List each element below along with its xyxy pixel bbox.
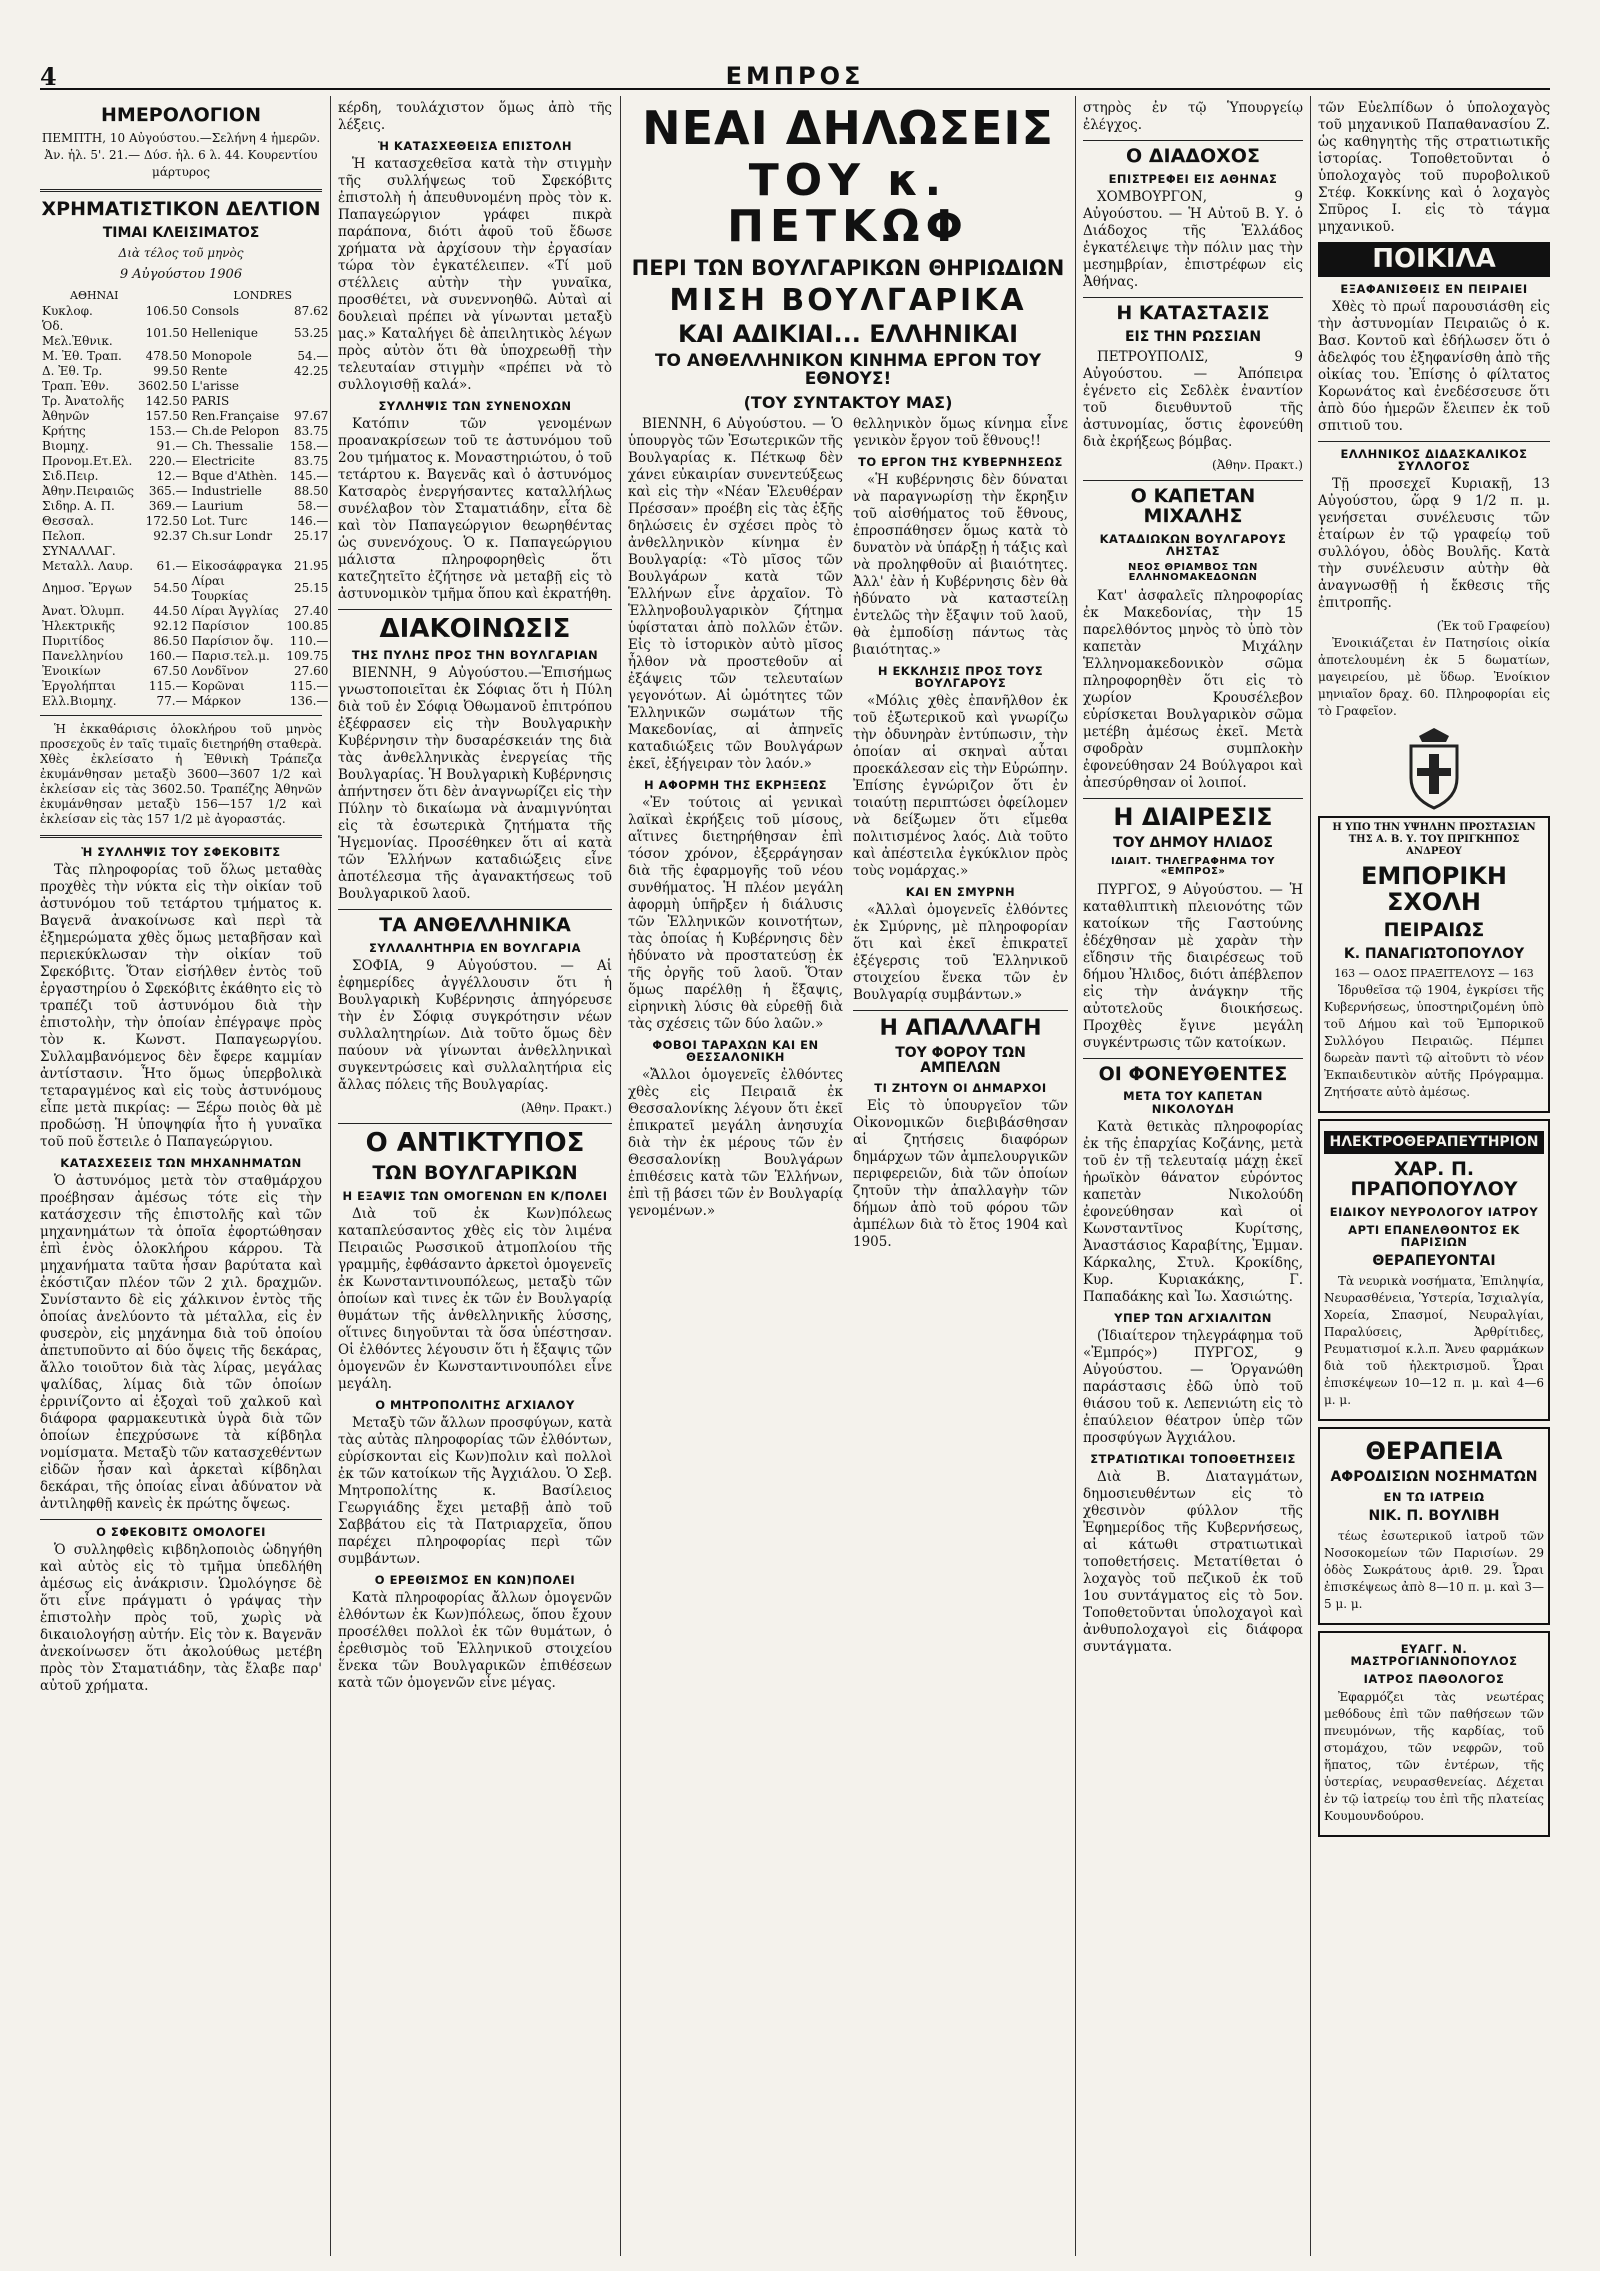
ad-subtitle: ΙΑΤΡΟΣ ΠΑΘΟΛΟΓΟΣ [1363, 1671, 1505, 1686]
market-row [40, 634, 330, 649]
market-value: 146.— [289, 513, 329, 528]
market-value: 97.67 [294, 408, 329, 423]
article-text: Μεταξὺ τῶν ἄλλων προσφύγων, κατὰ τὰς αὐτὰς πληροφορίας τῶν ἐλθόντων, εὑρίσκονται εἰς Κων)πολιν καὶ πολλοὶ ἐκ τῶν κατοίκων τῆς Ἀγχιάλου. Ὁ Σεβ. Μητροπολίτης κ. Βασίλειος Γεωργιάδης ἔχει μεταβῇ ἀπὸ τοῦ Σαββάτου εἰς τὰ Πατριαρχεῖα, ὅπου παρέχει πληροφορίας περὶ τῶν συμβάντων. [338, 1414, 612, 1567]
article-text: Ἡ κατασχεθεῖσα κατὰ τὴν στιγμὴν τῆς συλλήψεως τοῦ Σφεκόβιτς ἐπιστολὴ ἡ ἀπευθυνομένη πρὸς τὸν κ. Παπαγεώργιον γράφει πικρὰ παράπονα, διότι ἀφοῦ τοῦ ἔδωσε χρήματα νὰ ἀρχίσουν τὴν ἐργασίαν τώρα τὸν ἐγκατέλειπεν. «Τί μοῦ στέλλεις αὐτὴν τὴν γυναῖκα, προσθέτει, νὰ συνεννοηθῶ. Αὐταὶ αἱ δουλειαὶ πρέπει νὰ γίνωνται μεταξὺ μας.» Καταλήγει δὲ ἀπειλητικὸς λέγων πρὸς αὐτὸν ὅτι θὰ ὑποχρεωθῇ τὴν τελευταίαν στιγμὴν «πρέπει νὰ τὸ συλλογισθῇ καλά». [338, 156, 612, 394]
market-label: Σιδ.Πειρ. [42, 468, 99, 483]
article-text: Εἰς τὸ ὑπουργεῖον τῶν Οἰκονομικῶν διεβιβάσθησαν αἱ ζητήσεις διαφόρων δημάρχων τῶν ἀμπελουργικῶν περιφερειῶν, διὰ τῶν ὁποίων ζητοῦν τὴν ἀπαλλαγὴν τῶν δήμων ἀπὸ τοῦ φόρου τῶν ἀμπέλων διὰ τὸ ἔτος 1904 καὶ 1905. [853, 1097, 1068, 1250]
market-value: 83.75 [294, 453, 329, 468]
market-row [40, 304, 330, 319]
market-label: Lot. Turc [191, 513, 248, 528]
separator [40, 715, 322, 716]
article-text: «Ἀλλαὶ ὁμογενεῖς ἐλθόντες ἐκ Σμύρνης, μὲ πληροφορίαν ὅτι καὶ ἐκεῖ ἐπικρατεῖ ἐξέγερσις τοῦ Ἑλληνικοῦ στοιχείου ἕνεκα τῶν ἐν Βουλγαρίᾳ συμβάντων.» [853, 902, 1068, 1004]
market-label: Consols [191, 303, 240, 318]
market-location-right: LONDRES [233, 288, 292, 302]
article-text: Ἐνοικιάζεται ἐν Πατησίοις οἰκία ἀποτελουμένη ἐκ 5 δωματίων, μαγειρείου, μὲ ὕδωρ. Ἐνοίκιον μηνιαῖον δραχ. 60. Πληροφορίαι εἰς τὸ Γραφεῖον. [1318, 636, 1550, 719]
financial-date: 9 Αὐγούστου 1906 [119, 266, 243, 282]
separator [40, 835, 322, 838]
headline-4: ΜΙΣΗ ΒΟΥΛΓΑΡΙΚΑ [669, 282, 1027, 318]
column-1 [40, 100, 329, 2260]
section-title: ΤΟ ΕΡΓΟΝ ΤΗΣ ΚΥΒΕΡΝΗΣΕΩΣ [858, 454, 1063, 469]
section-title: Η ΑΠΑΛΛΑΓΗ [879, 1016, 1042, 1042]
article-text: «Ἡ κυβέρνησις δὲν δύναται νὰ παραγνωρίσῃ τὴν ἔκρηξιν τοῦ αἰσθήματος τοῦ ἔθνους, ἐπροσπάθησεν ὅμως κατὰ τὸ δυνατὸν νὰ ὑπάρξῃ ἡ τάξις καὶ νὰ προληφθοῦν αἱ βιαιότητες. Ἀλλ' ἐὰν ἡ Κυβέρνησις δὲν θὰ ἠδύνατο νὰ καταστείλῃ ἐντελῶς τὴν ἔξαψιν τοῦ λαοῦ, θὰ ἐμποδίσῃ πάντως τὰς βιαιότητας.» [853, 471, 1068, 658]
market-row [40, 679, 330, 694]
separator [338, 1123, 612, 1124]
article-right-column [853, 416, 1068, 1257]
section-subtitle: ΕΠΙΣΤΡΕΦΕΙ ΕΙΣ ΑΘΗΝΑΣ [1108, 171, 1278, 186]
market-row [40, 529, 330, 544]
article-text: «Ἐν τούτοις αἱ γενικαὶ λαϊκαὶ ἐκρήξεις τοῦ μίσους, αἵτινες διετηρήθησαν ἐπὶ τόσον χρόνον, ἐξερράγησαν διὰ τῆς ἐφαρμογῆς τοῦ νέου συνθήματος. Ἡ πλέον μεγάλη ἀφορμὴ ὑπῆρξεν ἡ διάλυσις τῶν Ἑλληνικῶν κοινοτήτων, τὰς ὁποίας ἡ Κυβέρνησις δὲν ἠδύνατο νὰ προστατεύσῃ ἐκ τῆς ὀργῆς τοῦ λαοῦ. Ὅταν ὅμως παρέλθῃ ἡ ἔξαψις, εἰρηνικὴ λύσις θὰ εὑρεθῇ διὰ τὰς σχέσεις τῶν δύο λαῶν.» [628, 794, 843, 1032]
market-label: Ch. Thessalie [191, 438, 274, 453]
market-row [40, 409, 330, 424]
article-text: ΧΟΜΒΟΥΡΓΟΝ, 9 Αὐγούστου. — Ἡ Αὐτοῦ Β. Υ. ὁ Διάδοχος τῆς Ἑλλάδος ἐγκατέλειψε τὴν πόλιν μας τὴν μεσημβρίαν, ἐπιστρέφων εἰς Ἀθήνας. [1083, 189, 1303, 290]
ad-subtitle-2: ΕΙΔΙΚΟΥ ΝΕΥΡΟΛΟΓΟΥ ΙΑΤΡΟΥ [1329, 1205, 1539, 1220]
market-value: 106.50 [145, 303, 188, 318]
section-subtitle-2: Η ΕΞΑΨΙΣ ΤΩΝ ΟΜΟΓΕΝΩΝ ΕΝ Κ/ΠΟΛΕΙ [342, 1188, 608, 1203]
separator [338, 609, 612, 610]
article-text: Κατ' ἀσφαλεῖς πληροφορίας ἐκ Μακεδονίας, τὴν 15 παρελθόντος μηνὸς τὸ ὑπὸ τὸν καπετὰν Μιχάλην Ἑλληνομακεδονικὸν σῶμα πληροφορηθὲν ὅτι εἰς τὸ χωρίον Κρουσέλεβον εὑρίσκεται Βουλγαρικὸν σῶμα μετέβη ἀμέσως ἐκεῖ. Μετὰ σφοδρὰν συμπλοκὴν ἐφονεύθησαν 24 Βούλγαροι καὶ ἀπεσύρθησαν οἱ λοιποί. [1083, 587, 1303, 791]
market-row [40, 604, 330, 619]
advertisement-therapy [1318, 1427, 1550, 1625]
article-left-column [628, 416, 843, 1257]
market-value: 157.50 [145, 408, 188, 423]
headline-2: ΤΟΥ κ. ΠΕΤΚΩΦ [727, 155, 969, 253]
market-value: 44.50 [153, 603, 188, 618]
market-row [40, 649, 330, 664]
market-label: Σιδηρ. Α. Π. [42, 498, 115, 513]
advertisement-physician [1318, 1631, 1550, 1837]
market-label: Μ. Ἐθ. Τραπ. [42, 348, 122, 363]
section-title: Ο ΔΙΑΔΟΧΟΣ [1126, 145, 1260, 167]
article-text: Ὁ ἀστυνόμος μετὰ τὸν σταθμάρχου προέβησαν ἀμέσως τότε εἰς τὴν κατάσχεσιν τῆς ἐπιστολῆς καὶ τῶν μηχανημάτων τὰ ὁποῖα ἐφορτώθησαν ἐπὶ ἑνὸς ὁλοκλήρου κάρρου. Τὰ μηχανήματα ταῦτα ἦσαν βαρύτατα καὶ ἐκόστιζαν πλέον τῶν 2 χιλ. δραχμῶν. Συνίσταντο δὲ εἰς χάλκινον ἐντὸς τῆς ὁποίας ἀνελύοντο τὰ μέταλλα, εἰς ἐν φυσερὸν, εἰς μηχάνημα διὰ τοῦ ὁποίου ἀπετυποῦντο αἱ δύο ὄψεις τῆς δεκάρας, ἄλλο τοιοῦτον διὰ τὰς λίρας, μεγάλας ψαλίδας, λίμας διὰ τῶν ὁποίων ἐρρινίζοντο αἱ ἐξοχαὶ τοῦ χαλκοῦ καὶ διάφορα φαρμακευτικὰ ὑγρὰ διὰ τῶν ὁποίων ἐπεχρύσωνε τὰ κίβδηλα νομίσματα. Μεταξὺ τῶν κατασχεθέντων εἰδῶν ἦσαν καὶ ἀρκεταὶ κίβδηλαι δεκάραι, τῆς ὁποίας εἶναι ἀδύνατον νὰ ἀντιληφθῇ κανεὶς ἐκ πρώτης ὄψεως. [40, 1172, 322, 1512]
market-label: Λίραι Τουρκίας [191, 573, 249, 603]
section-title: ΦΟΒΟΙ ΤΑΡΑΧΩΝ ΚΑΙ ΕΝ ΘΕΣΣΑΛΟΝΙΚΗ [652, 1037, 819, 1065]
market-value: 87.62 [294, 303, 329, 318]
separator [1083, 480, 1303, 481]
royal-crest-icon [1399, 726, 1469, 810]
separator [40, 1519, 322, 1520]
market-label: Τραπ. Ἐθν. [42, 378, 110, 393]
market-value: 3602.50 [137, 378, 188, 393]
market-value: 21.95 [294, 558, 329, 573]
article-text: Ὁ συλληφθεὶς κιβδηλοποιὸς ὡδηγήθη καὶ αὐτὸς εἰς τὸ τμῆμα ὑπεδλήθη ἀμέσως εἰς ἀνάκρισιν. Ὡμολόγησε δὲ ὅτι εἶνε πράγματι ὁ γράψας τὴν ἐπιστολὴν πρὸς τοῦ, χωρὶς νὰ δικαιολογήσῃ αὐτήν. Εἰς τὸν κ. Βαγενᾶν ἀνεκοίνωσεν ὅτι ἀκολούθως μετέβη πρὸς τὸν Σταματιάδην, τὰς ἔλαβε παρ' αὐτοῦ χρήματα. [40, 1541, 322, 1694]
market-value: 25.15 [294, 581, 329, 596]
article-text: ΒΙΕΝΝΗ, 9 Αὐγούστου.—Ἐπισήμως γνωστοποιεῖται ἐκ Σόφιας ὅτι ἡ Πύλη διὰ τοῦ ἐν Σόφιᾳ Ὀθωμανοῦ ἐπιτρόπου ἐξέφρασεν εἰς τὴν Βουλγαρικὴν Κυβέρνησιν τὴν δυσαρέσκειάν της διὰ τὰς ἀνθελληνικὰς ἐνεργείας τῆς Βουλγαρίας. Ἡ Βουλγαρικὴ Κυβέρνησις ἀπήντησεν ὅτι δὲν ἀναγνωρίζει εἰς τὴν Πύλην τὸ δικαίωμα νὰ ἀναμιγνύηται εἰς τὰ ἐσωτερικὰ ζητήματα τῆς Ἡγεμονίας. Προσέθηκεν ὅτι αἱ κατὰ τῶν Ἑλλήνων καταδιώξεις εἶνε ἀποτέλεσμα τῆς ἀγανακτήσεως τοῦ Βουλγαρικοῦ λαοῦ. [338, 665, 612, 903]
market-label: Industrielle [191, 483, 262, 498]
article-text: ΣΟΦΙΑ, 9 Αὐγούστου. — Αἱ ἐφημερίδες ἀγγέλλουσιν ὅτι ἡ Βουλγαρικὴ Κυβέρνησις ἀπηγόρευσε τὴν ἐν Σόφιᾳ συγκρότησιν νέων συλλαλητηρίων. Διὰ τοῦτο ὅμως δὲν παύουν νὰ γίνωνται ἀνθελληνικαὶ συγκεντρώσεις καὶ συλλαλητήρια εἰς ἄλλας πόλεις τῆς Βουλγαρίας. [338, 958, 612, 1094]
market-label: Bque d'Athèn. [191, 468, 278, 483]
market-label: Μεταλλ. Λαυρ. [42, 558, 134, 573]
market-row [40, 664, 330, 679]
market-label: Λονδῖνον [191, 663, 249, 678]
market-label: Ἀνατ. Ὀλυμπ. [42, 603, 125, 618]
column-3 [628, 100, 1068, 2260]
market-label: Παρίσιον ὄψ. [191, 633, 274, 648]
market-value: 172.50 [145, 513, 188, 528]
market-value: 27.40 [294, 603, 329, 618]
section-title: ΚΑΤΑΣΧΕΣΕΙΣ ΤΩΝ ΜΗΧΑΝΗΜΑΤΩΝ [60, 1155, 302, 1170]
section-title: ΕΛΛΗΝΙΚΟΣ ΔΙΔΑΣΚΑΛΙΚΟΣ ΣΥΛΛΟΓΟΣ [1340, 447, 1528, 474]
section-title: ΣΥΛΛΗΨΙΣ ΤΩΝ ΣΥΝΕΝΟΧΩΝ [378, 399, 572, 414]
market-label: Λίραι Ἀγγλίας [191, 603, 279, 618]
market-row [40, 514, 330, 529]
article-text: Διὰ τοῦ ἐκ Κων)πόλεως καταπλεύσαντος χθὲς εἰς τὸν λιμένα Πειραιῶς Ρωσσικοῦ ἀτμοπλοίου τῆς γραμμῆς, ἐφθάσαντο ἀρκετοὶ ὁμογενεῖς ἐκ Κωνσταντινουπόλεως, μεταξὺ τῶν ὁποίων καὶ τινες ἐκ τῶν ἐν Βουλγαρίᾳ θυμάτων τῆς ἀνθελληνικῆς λύσσης, οἵτινες διηγοῦνται τὰ ὅσα ὑπέστησαν. Οἱ ἐλθόντες λέγουσιν ὅτι ἡ ἔξαψις τῶν ὁμογενῶν ἐν Κωνσταντινουπόλει εἶνε μεγάλη. [338, 1205, 612, 1392]
separator [40, 189, 322, 192]
market-label: Ἀθηνῶν [42, 408, 90, 423]
article-text: Τῇ προσεχεῖ Κυριακῇ, 13 Αὐγούστου, ὥρᾳ 9 1/2 π. μ. γενήσεται συνέλευσις τῶν ἑταίρων ἐν τῷ γραφείῳ τοῦ συλλόγου, ὁδὸς Βουλῆς. Κατὰ τὴν συνέλευσιν αὐτὴν θὰ ἀναγνωσθῇ ἡ ἔκθεσις τῆς ἐπιτροπῆς. [1318, 476, 1550, 612]
section-title: Η ΑΦΟΡΜΗ ΤΗΣ ΕΚΡΗΞΕΩΣ [644, 777, 827, 792]
financial-title: ΧΡΗΜΑΤΙΣΤΙΚΟΝ ΔΕΛΤΙΟΝ [41, 197, 321, 220]
market-label: Monopole [191, 348, 252, 363]
market-value: 12.— [156, 468, 188, 483]
article-text: θελληνικὸν ὅμως κίνημα εἶνε γενικὸν ἔργον τοῦ ἔθνους!! [853, 415, 1068, 449]
market-value: 101.50 [145, 326, 188, 341]
headline-3: ΠΕΡΙ ΤΩΝ ΒΟΥΛΓΑΡΙΚΩΝ ΘΗΡΙΩΔΙΩΝ [631, 255, 1065, 280]
separator [853, 1010, 1068, 1011]
ad-text: Ἱδρυθεῖσα τῷ 1904, ἐγκρίσει τῆς Κυβερνήσεως, ὑποστηριζομένη ὑπὸ τοῦ Δήμου καὶ τοῦ Ἐμπορικοῦ Συλλόγου Πειραιῶς. Πέμπει δωρεὰν παντὶ τῷ αἰτοῦντι τὸ νέον Ἐκπαιδευτικὸν αὐτῆς Πρόγραμμα. Ζητήσατε αὐτὸ ἀμέσως. [1324, 983, 1544, 1100]
market-label: Δημοσ. Ἔργων [42, 581, 133, 596]
section-title: Ο ΑΝΤΙΚΤΥΠΟΣ [365, 1128, 585, 1159]
market-row [40, 544, 330, 559]
market-value: 88.50 [294, 483, 329, 498]
ad-text: τέως ἐσωτερικοῦ ἰατροῦ τῶν Νοσοκομείων τῶν Παρισίων. 29 ὁδὸς Σωκράτους ἀριθ. 29. Ὧραι ἐπισκέψεως ἀπὸ 8—10 π. μ. καὶ 3—5 μ. μ. [1324, 1528, 1544, 1611]
section-title: ΤΑ ΑΝΘΕΛΛΗΝΙΚΑ [379, 914, 571, 937]
ad-subtitle-2: ΕΝ ΤΩ ΙΑΤΡΕΙΩ [1383, 1489, 1485, 1504]
market-value: 100.85 [286, 618, 329, 633]
section-subtitle: ΤΩΝ ΒΟΥΛΓΑΡΙΚΩΝ [372, 1161, 578, 1184]
ad-subtitle: ΠΕΙΡΑΙΩΣ [1383, 918, 1485, 941]
credit: (Ἐκ τοῦ Γραφείου) [1436, 619, 1550, 634]
headline-1: ΝΕΑΙ ΔΗΛΩΣΕΙΣ [642, 101, 1054, 155]
credit: (Ἀθην. Πρακτ.) [521, 1101, 612, 1116]
ad-title: ΕΥΑΓΓ. Ν. ΜΑΣΤΡΟΓΙΑΝΝΟΠΟΥΛΟΣ [1350, 1641, 1518, 1668]
ad-title: ΘΕΡΑΠΕΙΑ [1365, 1436, 1503, 1465]
market-value: 220.— [148, 453, 188, 468]
section-subtitle: ΤΗΣ ΠΥΛΗΣ ΠΡΟΣ ΤΗΝ ΒΟΥΛΓΑΡΙΑΝ [351, 648, 599, 663]
section-title: ΣΤΡΑΤΙΩΤΙΚΑΙ ΤΟΠΟΘΕΤΗΣΕΙΣ [1090, 1451, 1296, 1466]
market-label: Πυριτίδος [42, 633, 105, 648]
section-subtitle: ΕΙΣ ΤΗΝ ΡΩΣΣΙΑΝ [1124, 328, 1262, 345]
market-label: Laurium [191, 498, 244, 513]
market-label: Προνομ.Ετ.Ελ. [42, 453, 133, 468]
market-row [40, 439, 330, 454]
market-value: 67.50 [153, 663, 188, 678]
market-value [284, 379, 330, 394]
column-4 [1083, 100, 1303, 2260]
section-subtitle: ΣΥΛΛΑΛΗΤΗΡΙΑ ΕΝ ΒΟΥΛΓΑΡΙΑ [368, 941, 582, 956]
financial-subtitle-2: Διὰ τέλος τοῦ μηνὸς [118, 245, 244, 260]
market-row [40, 394, 330, 409]
article-text: «Μόλις χθὲς ἐπανῆλθον ἐκ τοῦ ἐξωτερικοῦ καὶ γνωρίζω τὴν ὀδυνηρὰν ἐντύπωσιν, τὴν ὁποίαν αἱ σκηναὶ αὗται προεκάλεσαν εἰς τὴν Εὐρώπην. Ἐπίσης ἐγνώριζον ὅτι ἐν τοιαύτῃ περιπτώσει ὀφείλομεν νὰ δείξωμεν ὅτι εἴμεθα πολιτισμένος λαός. Διὰ τοῦτο καὶ ἀπέστειλα ἐγκύκλιον πρὸς τοὺς νομάρχας.» [853, 693, 1068, 880]
market-label: Παρισ.τελ.μ. [191, 648, 270, 663]
section-title: ΚΑΙ ΕΝ ΣΜΥΡΝΗ [905, 885, 1016, 900]
market-value: 86.50 [153, 633, 188, 648]
ad-lead: Η ΥΠΟ ΤΗΝ ΥΨΗΛΗΝ ΠΡΟΣΤΑΣΙΑΝ ΤΗΣ Α. Β. Υ. ΤΟΥ ΠΡΙΓΚΗΠΟΣ ΑΝΔΡΕΟΥ [1332, 822, 1536, 858]
section-subtitle-2: ΤΙ ΖΗΤΟΥΝ ΟΙ ΔΗΜΑΡΧΟΙ [874, 1080, 1047, 1095]
market-label: Ὁδ. Μελ.Ἐθνικ. [42, 318, 113, 348]
article-text: «Ἄλλοι ὁμογενεῖς ἐλθόντες χθὲς εἰς Πειραιᾶ ἐκ Θεσσαλονίκης λέγουν ὅτι ἐκεῖ ἐπικρατεῖ μεγάλη ἀνησυχία διὰ τὴν ἐκ μέρους τῶν ἐν Θεσσαλονίκῃ Βουλγάρων ἐπιθέσεις κατὰ τῶν Ἑλλήνων, ἐπὶ τῇ βάσει τῶν ἐν Βουλγαρίᾳ γενομένων.» [628, 1067, 843, 1220]
ad-text: Τὰ νευρικὰ νοσήματα, Ἐπιληψία, Νευρασθένεια, Ὑστερία, Ἰσχιαλγία, Χορεία, Σπασμοί, Νευραλγίαι, Παραλύσεις, Ἀρθρίτιδες, Ρευματισμοί κ.λ.π. Ἄνευ φαρμάκων διὰ τοῦ ἠλεκτρισμοῦ. Ὧραι ἐπισκέψεων 10—12 π. μ. καὶ 4—6 μ. μ. [1324, 1273, 1544, 1407]
market-value: 53.25 [294, 326, 329, 341]
market-value: 478.50 [145, 348, 188, 363]
market-row [40, 619, 330, 634]
page-number: 4 [40, 62, 57, 91]
market-label: Ελλ.Βιομηχ. [42, 693, 117, 708]
section-subtitle: ΚΑΤΑΔΙΩΚΩΝ ΒΟΥΛΓΑΡΟΥΣ ΛΗΣΤΑΣ [1099, 531, 1287, 558]
market-row [40, 319, 330, 349]
article-text: Τὰς πληροφορίας τοῦ ὅλως μεταθὰς προχθὲς τὴν νύκτα εἰς τὴν οἰκίαν τοῦ ἀστυνόμου τοῦ τετάρτου τμήματος κ. Βαγενᾶ ἀνακοίνωσε καὶ περὶ τὰ ἐξημερώματα χθὲς ὅμως μεταβῆσαν καὶ περιεκύκλωσαν τὴν οἰκίαν τοῦ Σφεκόβιτς. Ὅταν εἰσήλθεν ἐντὸς τοῦ ἐργαστηρίου ὁ Σφεκόβιτς ἐκάθητο εἰς τὸ τραπέζι τοῦ ἀστυνόμου διὰ τὴν ἐπιστολὴν, τὴν ὁποίαν ἐπέγραψε πρὸς τὸν κ. Κωνστ. Παπαγεωργίου. Συλλαμβανόμενος δὲν ἔφερε καμμίαν ἀντίστασιν. Ἦτο ὅμως ὑπερβολικὰ τεταραγμένος καὶ εἰς τοὺς ἀστυνόμους εἶπε μετὰ πικρίας: — Ξέρω ποιὸς θὰ μὲ προδώσῃ. Ἡ ὑποψηφία ἦτο ἡ γυναῖκα τοῦ ποῦ ἔστειλε ὁ Παπαγεώργιου. [40, 861, 322, 1150]
advertisement-commercial-school [1318, 816, 1550, 1113]
article-text: κέρδη, τουλάχιστον ὅμως ἀπὸ τῆς λέξεις. [338, 100, 612, 133]
ad-subtitle-3: ΝΙΚ. Π. ΒΟΥΛΙΒΗ [1368, 1507, 1500, 1524]
market-value: 92.12 [153, 618, 188, 633]
section-title: Ο ΚΑΠΕΤΑΝ ΜΙΧΑΛΗΣ [1130, 484, 1256, 527]
market-label: Βιομηχ. [42, 438, 89, 453]
market-label: Electricite [191, 453, 255, 468]
market-value: 136.— [289, 693, 329, 708]
separator [338, 909, 612, 910]
ad-title: ΗΛΕΚΤΡΟΘΕΡΑΠΕΥΤΗΡΙΟΝ [1324, 1131, 1544, 1154]
market-value: 158.— [289, 438, 329, 453]
market-value: 145.— [289, 468, 329, 483]
section-title: Η ΕΚΚΛΗΣΙΣ ΠΡΟΣ ΤΟΥΣ ΒΟΥΛΓΑΡΟΥΣ [877, 663, 1044, 691]
section-title: ΠΟΙΚΙΛΑ [1318, 242, 1550, 277]
market-value: 91.— [156, 438, 188, 453]
column-5 [1318, 100, 1550, 2260]
market-row [40, 559, 330, 574]
credit: (Ἀθην. Πρακτ.) [1212, 457, 1303, 472]
financial-subtitle: ΤΙΜΑΙ ΚΛΕΙΣΙΜΑΤΟΣ [102, 224, 260, 241]
article-text: Διὰ Β. Διαταγμάτων, δημοσιευθέντων εἰς τὸ χθεσινὸν φύλλον τῆς Ἐφημερίδος τῆς Κυβερνήσεως, αἱ κάτωθι στρατιωτικαὶ τοποθετήσεις. Μετατίθεται ὁ λοχαγὸς τοῦ πεζικοῦ ἐκ τοῦ 1ου συντάγματος εἰς τὸ 5ον. Τοποθετοῦνται ὑπολοχαγοὶ καὶ ἀνθυπολοχαγοὶ εἰς διάφορα συντάγματα. [1083, 1468, 1303, 1655]
market-row [40, 364, 330, 379]
market-value: 25.17 [294, 528, 329, 543]
article-text: ΠΥΡΓΟΣ, 9 Αὐγούστου. — Ἡ καταθλιπτικὴ πλειονότης τῶν κατοίκων τῆς Γαστούνης ἐδέχθησαν μὲ χαρὰν τὴν εἴδησιν τῆς διαιρέσεως τοῦ δήμου Ἠλιδος, διότι ἀπέβλεπον εἰς τὴν ἀνάγκην τῆς αὐτοτελοῦς διοικήσεως. Προχθὲς ἔγινε μεγάλη συγκέντρωσις τῶν κατοίκων. [1083, 881, 1303, 1051]
market-value: 365.— [148, 483, 188, 498]
newspaper-name: ΕΜΠΡΟΣ [725, 62, 865, 90]
article-text: ΒΙΕΝΝΗ, 6 Αὐγούστου. — Ὁ ὑπουργὸς τῶν Ἐσωτερικῶν τῆς Βουλγαρίας κ. Πέτκωφ δὲν χάνει εὐκαιρίαν συνεντεύξεως καὶ εἰς τὴν «Νέαν Ἐλευθέραν Πρέσσαν» προέβη εἰς τὰς ἑξῆς δηλώσεις ἐν σχέσει πρὸς τὸ ἀνθελληνικὸν κίνημα ἐν Βουλγαρίᾳ: «Τὸ μῖσος τῶν Βουλγάρων κατὰ τῶν Ἑλλήνων εἶνε ἀρχαῖον. Τὸ Ἑλληνοβουλγαρικὸν ζήτημα ὑφίσταται ἀπὸ πολλῶν ἐτῶν. Εἰς τὸ ἱστορικὸν αὐτὸ μῖσος ἦλθον νὰ προστεθοῦν αἱ ἐξάψεις τῶν τελευταίων γεγονότων. Αἱ ὠμότητες τῶν Ἑλληνικῶν σωμάτων τῆς Μακεδονίας, αἱ ἀπηνεῖς καταδιώξεις τῶν Βουλγάρων ἐκεῖ, ἐξήγειραν τὸν λαόν.» [628, 415, 843, 772]
section-title: ΔΙΑΚΟΙΝΩΣΙΣ [379, 614, 571, 645]
market-label: Εἰκοσάφραγκα [191, 558, 283, 573]
market-value: 110.— [289, 633, 329, 648]
article-text: Κατὰ πληροφορίας ἄλλων ὁμογενῶν ἐλθόντων ἐκ Κων)πόλεως, ὅπου ἔχουν προσέλθει πολλοὶ ἐκ τῶν θυμάτων, ὁ ἐρεθισμὸς τοῦ Ἑλληνικοῦ στοιχείου ἕνεκα τῶν Βουλγαρικῶν ἐπιθέσεων κατὰ τῶν ὁμογενῶν εἶνε μέγας. [338, 1589, 612, 1691]
ad-subtitle-4: ΘΕΡΑΠΕΥΟΝΤΑΙ [1372, 1253, 1496, 1270]
market-value: 54.50 [153, 581, 188, 596]
column-2 [338, 100, 612, 2260]
article-text: (Ἰδιαίτερον τηλεγράφημα τοῦ «Ἐμπρός») ΠΥΡΓΟΣ, 9 Αὐγούστου. — Ὁργανώθη παράστασις ἐδῶ ὑπὸ τοῦ θιάσου τοῦ κ. Λεπενιώτη εἰς τὸ ἐπαύλειον θέατρον ὑπὲρ τῶν προσφύγων Ἀγχιάλου. [1083, 1327, 1303, 1446]
market-value: 27.60 [294, 663, 329, 678]
market-label: Ἐργολήπται [42, 678, 116, 693]
market-row [40, 424, 330, 439]
ad-address: 163 — ΟΔΟΣ ΠΡΑΞΙΤΕΛΟΥΣ — 163 [1334, 967, 1534, 981]
market-label: ΣΥΝΑΛΛΑΓ. [42, 543, 116, 558]
market-label: Κυκλοφ. [42, 303, 93, 318]
section-title: Η ΚΑΤΑΣΤΑΣΙΣ [1116, 302, 1270, 324]
market-value: 54.— [297, 348, 329, 363]
market-label: Πελοπ. [42, 528, 86, 543]
article-text: στηρὸς ἐν τῷ Ὑπουργείῳ ἐλέγχος. [1083, 100, 1303, 133]
section-title: Ο ΕΡΕΘΙΣΜΟΣ ΕΝ ΚΩΝ)ΠΟΛΕΙ [374, 1572, 576, 1587]
market-row [40, 379, 330, 394]
market-value: 92.37 [153, 528, 188, 543]
calendar-text: ΠΕΜΠΤΗ, 10 Αὐγούστου.—Σελήνη 4 ἡμερῶν. Ἀν. ἡλ. 5'. 21.— Δύσ. ἡλ. 6 λ. 44. Κουρεντίου μάρτυρος [41, 130, 321, 179]
market-label: Δ. Ἐθ. Τρ. [42, 363, 103, 378]
article-text: τῶν Εὐελπίδων ὁ ὑπολοχαγὸς τοῦ μηχανικοῦ Παπαθανασίου Ζ. ὡς καθηγητὴς τῆς στρατιωτικῆς ἱστορίας. Τοποθετοῦνται ὁ ὑπολοχαγὸς τοῦ πυροβολικοῦ Στέφ. Κοκκίνης καὶ ὁ λοχαγὸς Σπῦρος Ι. εἰς τὸ τάγμα μηχανικοῦ. [1318, 100, 1550, 235]
separator [1318, 441, 1550, 442]
market-row [40, 469, 330, 484]
column-rule [620, 96, 621, 2256]
headline-article-body [628, 416, 1068, 1257]
ad-subtitle: ΑΦΡΟΔΙΣΙΩΝ ΝΟΣΗΜΑΤΩΝ [1330, 1469, 1538, 1486]
section-title: ΥΠΕΡ ΤΩΝ ΑΓΧΙΑΛΙΤΩΝ [1114, 1310, 1272, 1325]
section-title: Η ΔΙΑΙΡΕΣΙΣ [1113, 802, 1273, 831]
market-value: 160.— [148, 648, 188, 663]
market-value: 109.75 [286, 648, 329, 663]
market-label: Μάρκον [191, 693, 242, 708]
ad-title: ΕΜΠΟΡΙΚΗ ΣΧΟΛΗ [1361, 862, 1507, 916]
market-value [284, 544, 330, 559]
market-value: 61.— [156, 558, 188, 573]
market-label: Πανελληνίου [42, 648, 123, 663]
market-label: Ἀθην.Πειραιῶς [42, 483, 134, 498]
column-rule [1310, 96, 1311, 2256]
market-value [284, 394, 330, 409]
market-value: 115.— [148, 678, 188, 693]
section-title: Ο ΣΦΕΚΟΒΙΤΣ ΟΜΟΛΟΓΕΙ [96, 1524, 266, 1539]
market-row [40, 499, 330, 514]
separator [1083, 297, 1303, 298]
market-value: 369.— [148, 498, 188, 513]
market-label: Παρίσιον [191, 618, 250, 633]
article-text: Κατὰ θετικὰς πληροφορίας ἐκ τῆς ἐπαρχίας Κοζάνης, μετὰ τοῦ ἐν τῇ τελευταίᾳ μάχῃ ἐκεῖ ἡρωϊκὸν θάνατον εὑρόντος καπετὰν Νικολούδη ἐφονεύθησαν καὶ οἱ Κωνσταντῖνος Κυρίτσης, Ἀναστάσιος Καραβίτης, Ἐμμαν. Κάρκαλης, Στυλ. Κροκίδης, Κυρ. Κυριακάκης, Γ. Παπαδάκης καὶ Ἰω. Χασιώτης. [1083, 1118, 1303, 1305]
headline-7: (ΤΟΥ ΣΥΝΤΑΚΤΟΥ ΜΑΣ) [743, 393, 953, 413]
masthead [40, 62, 1550, 90]
ad-subtitle-3: ΑΡΤΙ ΕΠΑΝΕΛΘΟΝΤΟΣ ΕΚ ΠΑΡΙΣΙΩΝ [1348, 1223, 1520, 1250]
market-row [40, 349, 330, 364]
headline-6: ΤΟ ΑΝΘΕΛΛΗΝΙΚΟΝ ΚΙΝΗΜΑ ΕΡΓΟΝ ΤΟΥ ΕΘΝΟΥΣ! [654, 351, 1042, 390]
ad-text: Ἐφαρμόζει τὰς νεωτέρας μεθόδους ἐπὶ τῶν παθήσεων τῶν πνευμόνων, τῆς καρδίας, τοῦ στομάχου, τῶν νεφρῶν, τοῦ ἥπατος, τῶν ἐντέρων, τῆς ὑστερίας, νευρασθενείας. Δέχεται ἐν τῷ ἰατρείῳ του ἐπὶ τῆς πλατείας Κουμουνδούρου. [1324, 1689, 1544, 1823]
market-label: Ch.de Pelopon [191, 423, 280, 438]
ad-subtitle-2: Κ. ΠΑΝΑΓΙΩΤΟΠΟΥΛΟΥ [1343, 945, 1525, 962]
section-subtitle-2: ΙΔΙΑΙΤ. ΤΗΛΕΓΡΑΦΗΜΑ ΤΟΥ «ΕΜΠΡΟΣ» [1110, 855, 1276, 877]
section-title: Ο ΜΗΤΡΟΠΟΛΙΤΗΣ ΑΓΧΙΑΛΟΥ [375, 1397, 575, 1412]
market-value: 42.25 [294, 363, 329, 378]
section-subtitle: ΤΟΥ ΦΟΡΟΥ ΤΩΝ ΑΜΠΕΛΩΝ [895, 1045, 1026, 1076]
section-title: ΟΙ ΦΟΝΕΥΘΕΝΤΕΣ [1098, 1062, 1288, 1085]
market-label: PARIS [191, 393, 230, 408]
advertisement-electrotherapy [1318, 1119, 1550, 1420]
market-value: 77.— [156, 693, 188, 708]
market-label: L'arisse [191, 378, 239, 393]
section-title: Ἡ ΚΑΤΑΣΧΕΘΕΙΣΑ ΕΠΙΣΤΟΛΗ [377, 139, 572, 153]
section-subtitle: ΤΟΥ ΔΗΜΟΥ ΗΛΙΔΟΣ [1113, 834, 1273, 851]
market-value: 115.— [289, 678, 329, 693]
headline-5: ΚΑΙ ΑΔΙΚΙΑΙ... ΕΛΛΗΝΙΚΑΙ [677, 320, 1019, 349]
market-label: Κορῶναι [191, 678, 245, 693]
market-table [40, 304, 330, 709]
market-label: Θεσσαλ. [42, 513, 94, 528]
market-row [40, 574, 330, 604]
market-label: Τρ. Ἀνατολῆς [42, 393, 125, 408]
ad-subtitle: ΧΑΡ. Π. ΠΡΑΠΟΠΟΥΛΟΥ [1350, 1158, 1518, 1201]
market-label: Κρήτης [42, 423, 86, 438]
market-location-left: ΑΘΗΝΑΙ [70, 288, 119, 302]
market-label: Hellenique [191, 326, 258, 341]
market-value: 99.50 [153, 363, 188, 378]
separator [1083, 1058, 1303, 1059]
market-row [40, 694, 330, 709]
market-value: 83.75 [294, 423, 329, 438]
column-rule [1075, 96, 1076, 2256]
section-title: Ἡ ΣΥΛΛΗΨΙΣ ΤΟΥ ΣΦΕΚΟΒΙΤΣ [81, 844, 281, 859]
article-text: Χθὲς τὸ πρωΐ παρουσιάσθη εἰς τὴν ἀστυνομίαν Πειραιῶς ὁ κ. Βασ. Κοντοῦ καὶ ἐδήλωσεν ὅτι ὁ ἀδελφός του ἐξηφανίσθη ἀπὸ τῆς οἰκίας του. Ἐπίσης ὁ φίλτατος Κορωνάτος καὶ ἐνεδέσσευσε ὅτι ἀπὸ δύο ἡμερῶν ἔλειπεν ἐκ τοῦ σπιτιοῦ του. [1318, 299, 1550, 435]
calendar-title: ΗΜΕΡΟΛΟΓΙΟΝ [101, 104, 261, 126]
market-label [190, 544, 285, 559]
market-label: Ren.Française [191, 408, 280, 423]
financial-note: Ἡ ἐκκαθάρισις ὁλοκλήρου τοῦ μηνὸς προσεχοῦς ἐν ταῖς τιμαῖς διετηρήθη σταθερὰ. Χθὲς ἐκλείσατο ἡ Ἐθνικὴ Τράπεζα ἐκυμάνθησαν μεταξὺ 3600—3607 1/2 καὶ ἐκλείσαν εἰς τὰς 3602.50. Τραπέζης Ἀθηνῶν ἐκυμάνθησαν μεταξὺ 156—157 1/2 καὶ ἐκλείσαν εἰς τὰς 157 1/2 μὲ ἀγοραστάς. [40, 721, 322, 826]
market-label: Rente [191, 363, 228, 378]
section-subtitle: ΕΞΑΦΑΝΙΣΘΕΙΣ ΕΝ ΠΕΙΡΑΙΕΙ [1340, 282, 1528, 297]
market-label: Ἐνοικίων [42, 663, 101, 678]
article-text: Κατόπιν τῶν γενομένων προανακρίσεων τοῦ τε ἀστυνόμου τοῦ 2ου τμήματος κ. Μοναστηριώτου, ὁ τοῦ τετάρτου κ. Βαγενᾶς καὶ ὁ ἀστυνόμος Κατσαρὸς ἐνεργήσαντες καταλλήλως συνέλαβον τὸν Σταματιάδην, εἶτα δὲ καὶ τὸν Παπαγεώργιον θεωρηθέντας ὡς συνενόχους. Ὁ κ. Παπαγεώργιου μάλιστα πληροφορηθεὶς ὅτι κατεζητεῖτο ἐζήτησε νὰ μεταβῇ εἰς τὸ ἀστυνομικὸν τμῆμα ὅπου καὶ ἐκρατήθη. [338, 416, 612, 603]
market-value: 58.— [297, 498, 329, 513]
market-row [40, 454, 330, 469]
market-locations [40, 287, 322, 304]
market-label: Ch.sur Londr [191, 528, 273, 543]
market-label: Ἠλεκτρικῆς [42, 618, 116, 633]
separator [1083, 798, 1303, 799]
market-value: 142.50 [145, 393, 188, 408]
separator [1083, 140, 1303, 141]
section-subtitle-2: ΝΕΟΣ ΘΡΙΑΜΒΟΣ ΤΩΝ ΕΛΛΗΝΟΜΑΚΕΔΟΝΩΝ [1128, 561, 1258, 584]
section-subtitle: ΜΕΤΑ ΤΟΥ ΚΑΠΕΤΑΝ ΝΙΚΟΛΟΥΔΗ [1123, 1089, 1263, 1116]
market-row [40, 484, 330, 499]
market-value [136, 544, 190, 559]
article-text: ΠΕΤΡΟΥΠΟΛΙΣ, 9 Αὐγούστου. — Ἀπόπειρα ἐγένετο εἰς Σεδλὲκ ἐναντίον τοῦ διευθυντοῦ τῆς ἀστυνομίας, ὅστις ἐφονεύθη διὰ ἐκρήξεως βόμβας. [1083, 348, 1303, 450]
market-value: 153.— [148, 423, 188, 438]
